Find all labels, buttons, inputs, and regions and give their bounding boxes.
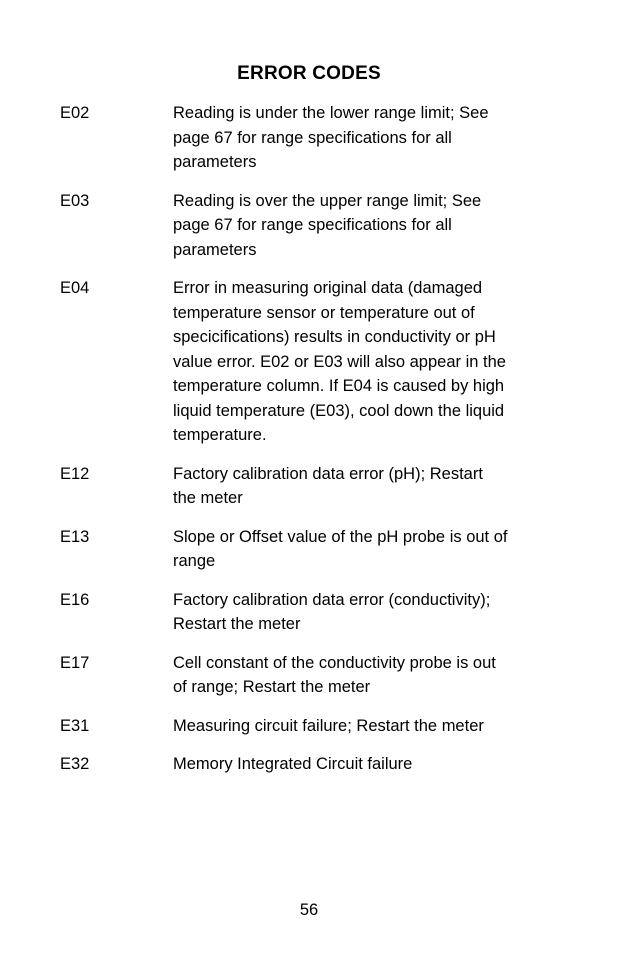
error-row-e12 [60,462,570,511]
error-row-e02 [60,101,570,175]
error-description: Factory calibration data error (pH); Restart the meter [173,464,483,507]
error-row-e04 [60,276,570,448]
error-description: Factory calibration data error (conductivity); Restart the meter [173,590,491,633]
error-description: Cell constant of the conductivity probe is out of range; Restart the meter [173,653,496,696]
error-code: E32 [60,755,90,773]
error-row-e03 [60,189,570,263]
error-row-e32 [60,752,570,777]
error-row-e13 [60,525,570,574]
error-code: E12 [60,464,90,483]
error-code: E31 [60,716,90,735]
error-row-e16 [60,588,570,637]
error-row-e31 [60,714,570,739]
error-description: Measuring circuit failure; Restart the meter [173,716,484,735]
error-description: Reading is over the upper range limit; See page 67 for range specifications for all parameters [173,191,482,259]
error-description: Error in measuring original data (damaged temperature sensor or temperature out of specicifications) results in conductivity or pH value error. E02 or E03 will also appear in the temperature column. If E04 is caused by high liquid temperature (E03), cool down the liquid temperature. [173,279,506,444]
error-description: Reading is under the lower range limit; See page 67 for range specifications for all parameters [173,104,489,171]
error-code: E02 [60,104,90,122]
page-title: ERROR CODES [237,63,381,84]
error-description: Memory Integrated Circuit failure [173,755,413,773]
error-code: E13 [60,527,90,546]
page-number: 56 [299,901,319,919]
error-row-e17 [60,651,570,700]
error-code: E17 [60,653,90,672]
error-code: E03 [60,191,90,210]
error-code-list [60,101,570,791]
error-description: Slope or Offset value of the pH probe is out of range [173,527,508,570]
error-code: E04 [60,279,90,297]
error-code: E16 [60,590,90,609]
